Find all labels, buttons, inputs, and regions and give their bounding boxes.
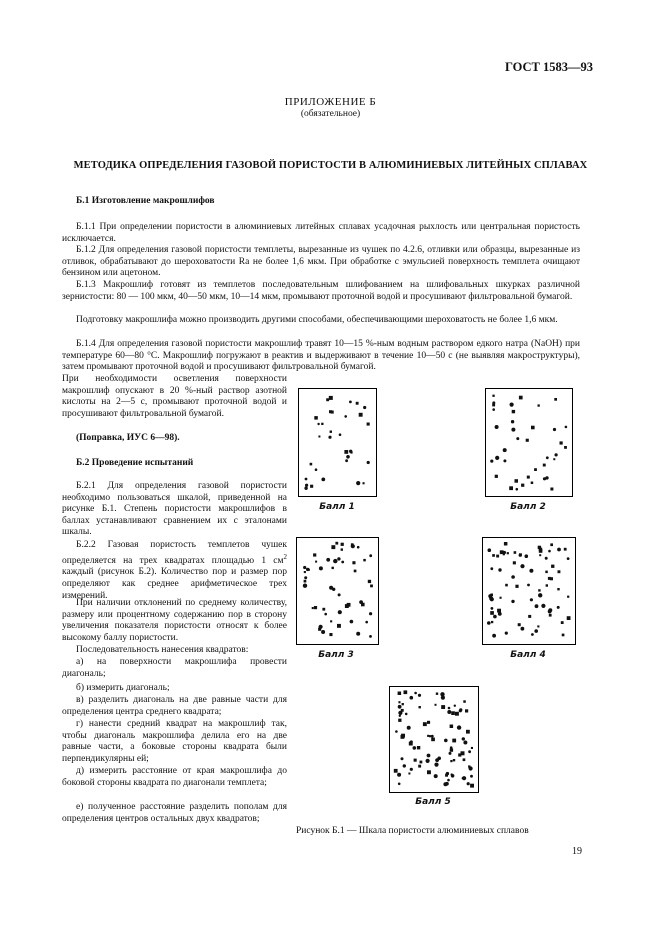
pore-mark <box>467 782 470 785</box>
pore-mark <box>526 439 529 442</box>
sample-label-3: Балл 3 <box>318 650 354 660</box>
pore-mark <box>520 564 524 568</box>
pore-mark <box>363 559 366 562</box>
pore-mark <box>550 488 553 491</box>
pore-mark <box>305 478 308 481</box>
pore-mark <box>303 584 307 588</box>
pore-mark <box>399 715 401 717</box>
paragraph-b14: Б.1.4 Для определения газовой пористости макрошлиф травят 10—15 %-ным водным раствором едкого натра (NaOH) при температуре 60—80 °С. Макрошлиф погружают в реактив и выдерживают в течение 10—50 с (не выявляя макроструктуры), затем промывают проточной водой и просушивают фильтровальной бумагой. <box>62 339 580 373</box>
pore-mark <box>326 558 330 562</box>
pore-mark <box>548 610 552 614</box>
pore-mark <box>535 604 539 608</box>
pore-mark <box>319 625 323 629</box>
pore-mark <box>322 608 325 611</box>
pore-mark <box>444 739 448 743</box>
pore-mark <box>462 776 466 780</box>
pore-mark <box>304 571 306 573</box>
pore-mark <box>509 486 513 490</box>
porosity-dots-3 <box>297 538 378 644</box>
porosity-dots-4 <box>483 538 575 644</box>
pore-mark <box>511 428 515 432</box>
pore-mark <box>553 458 555 460</box>
pore-mark <box>519 396 523 400</box>
pore-mark <box>333 559 337 563</box>
pore-mark <box>493 615 497 619</box>
pore-mark <box>408 773 410 775</box>
pore-mark <box>557 606 560 609</box>
pore-mark <box>561 621 564 624</box>
page-number: 19 <box>572 846 582 857</box>
pore-mark <box>398 711 402 715</box>
pore-mark <box>462 737 465 740</box>
pore-mark <box>503 551 506 554</box>
pore-mark <box>539 554 541 556</box>
pore-mark <box>492 401 495 404</box>
pore-mark <box>338 610 342 614</box>
pore-mark <box>423 722 427 726</box>
pore-mark <box>554 398 557 401</box>
pore-mark <box>303 566 306 569</box>
pore-mark <box>354 570 357 573</box>
pore-mark <box>346 455 350 459</box>
pore-mark <box>492 634 496 638</box>
pore-mark <box>407 726 411 730</box>
porosity-sample-4 <box>482 537 576 645</box>
pore-mark <box>450 760 452 762</box>
pore-mark <box>435 704 437 706</box>
pore-mark <box>357 546 360 549</box>
pore-mark <box>426 759 430 763</box>
paragraph-b22: Б.2.2 Газовая пористость темплетов чушек определяется на трех квадратах площадью 1 $см^2$ каждый (рисунок Б.2). Количество пор и размер пор определяют как среднее арифметическое трех измерений. <box>62 540 287 601</box>
sample-label-4: Балл 4 <box>510 650 546 660</box>
pore-mark <box>463 758 466 761</box>
pore-mark <box>537 625 539 627</box>
list-item-a: а) на поверхности макрошлифа провести диагональ; <box>62 657 287 679</box>
pore-mark <box>329 586 333 590</box>
pore-mark <box>468 750 471 753</box>
pore-mark <box>492 395 494 397</box>
list-item-e: е) полученное расстояние разделить пополам для определения центров остальных двух квадратов; <box>62 802 287 824</box>
pore-mark <box>419 706 421 708</box>
section-2-heading: Б.2 Проведение испытаний <box>76 458 194 468</box>
pore-mark <box>367 461 370 464</box>
pore-mark <box>369 554 372 557</box>
pore-mark <box>495 425 499 429</box>
pore-mark <box>527 584 530 587</box>
pore-mark <box>567 616 571 620</box>
pore-mark <box>369 635 372 638</box>
pore-mark <box>459 709 462 712</box>
pore-mark <box>555 453 558 456</box>
pore-mark <box>310 485 313 488</box>
pore-mark <box>337 624 341 628</box>
pore-mark <box>487 621 491 625</box>
pore-mark <box>418 694 421 697</box>
pore-mark <box>356 481 360 485</box>
list-item-b: б) измерить диагональ; <box>76 683 170 693</box>
pore-mark <box>491 607 494 610</box>
paragraph-b11: Б.1.1 При определении пористости в алюминиевых литейных сплавах усадочная рыхлость или центральная пористость исключается. <box>62 222 580 244</box>
pore-mark <box>504 542 508 546</box>
porosity-dots-2 <box>486 389 572 496</box>
pore-mark <box>519 554 522 557</box>
sample-label-1: Балл 1 <box>319 502 355 512</box>
pore-mark <box>557 588 559 590</box>
pore-mark <box>457 725 461 729</box>
pore-mark <box>335 542 338 545</box>
pore-mark <box>304 580 307 583</box>
pore-mark <box>470 784 474 788</box>
pore-mark <box>395 730 398 733</box>
pore-mark <box>398 692 402 696</box>
pore-mark <box>441 696 445 700</box>
pore-mark <box>434 763 438 767</box>
pore-mark <box>466 730 470 734</box>
paragraph-sequence-intro: Последовательность нанесения квадратов: <box>76 645 249 655</box>
pore-mark <box>516 488 519 491</box>
pore-mark <box>349 401 352 404</box>
pore-mark <box>451 773 453 775</box>
pore-mark <box>492 554 495 557</box>
pore-mark <box>317 423 319 425</box>
pore-mark <box>397 773 401 777</box>
pore-mark <box>414 692 417 695</box>
pore-mark <box>414 759 417 762</box>
pore-mark <box>337 557 340 560</box>
pore-mark <box>550 577 553 580</box>
porosity-sample-5 <box>389 686 479 793</box>
pore-mark <box>453 759 455 761</box>
pore-mark <box>465 709 468 712</box>
pore-mark <box>514 551 517 554</box>
pore-mark <box>565 426 568 429</box>
pore-mark <box>528 615 531 618</box>
pore-mark <box>452 739 456 743</box>
pore-mark <box>471 747 473 749</box>
pore-mark <box>344 415 347 418</box>
pore-mark <box>539 548 542 551</box>
amendment-note: (Поправка, ИУС 6—98). <box>76 433 180 443</box>
list-item-g: г) нанести средний квадрат на макрошлиф так, чтобы диагональ макрошлифа делила его на две равные части, а боковые стороны квадрата были перпендикулярны ей; <box>62 719 287 764</box>
pore-mark <box>314 606 317 609</box>
pore-mark <box>339 433 342 436</box>
pore-mark <box>515 479 519 483</box>
pore-mark <box>495 475 498 478</box>
pore-mark <box>560 441 563 444</box>
pore-mark <box>447 779 450 782</box>
pore-mark <box>490 611 494 615</box>
pore-mark <box>534 629 538 633</box>
pore-mark <box>330 431 332 433</box>
pore-mark <box>498 568 501 571</box>
pore-mark <box>304 576 307 579</box>
pore-mark <box>351 544 355 548</box>
pore-mark <box>324 613 327 616</box>
pore-mark <box>557 548 561 552</box>
pore-mark <box>451 711 455 715</box>
pore-mark <box>447 710 451 714</box>
pore-mark <box>545 571 548 574</box>
pore-mark <box>410 768 413 771</box>
pore-mark <box>567 557 570 560</box>
pore-mark <box>507 552 509 554</box>
pore-mark <box>463 700 466 703</box>
pore-mark <box>321 423 323 425</box>
pore-mark <box>545 557 548 560</box>
pore-mark <box>525 554 529 558</box>
pore-mark <box>530 598 533 601</box>
pore-mark <box>398 783 401 786</box>
porosity-sample-1 <box>298 388 377 497</box>
pore-mark <box>330 620 332 622</box>
document-code: ГОСТ 1583—93 <box>504 60 593 74</box>
pore-mark <box>445 782 449 786</box>
pore-mark <box>500 597 502 599</box>
main-title: МЕТОДИКА ОПРЕДЕЛЕНИЯ ГАЗОВОЙ ПОРИСТОСТИ В АЛЮМИНИЕВЫХ ЛИТЕЙНЫХ СПЛАВАХ <box>73 160 588 171</box>
pore-mark <box>359 600 363 604</box>
pore-mark <box>401 735 405 739</box>
pore-mark <box>315 468 318 471</box>
section-1-heading: Б.1 Изготовление макрошлифов <box>76 196 215 206</box>
pore-mark <box>538 404 540 406</box>
pore-mark <box>538 593 542 597</box>
porosity-dots-5 <box>390 687 478 792</box>
pore-mark <box>350 620 354 624</box>
pore-mark <box>516 437 519 440</box>
pore-mark <box>538 589 540 591</box>
pore-mark <box>511 575 515 579</box>
pore-mark <box>521 484 524 487</box>
pore-mark <box>305 484 308 487</box>
pore-mark <box>450 748 453 751</box>
pore-mark <box>332 567 334 569</box>
pore-mark <box>319 566 323 570</box>
list-item-d: д) измерить расстояние от края макрошлифа до боковой стороны квадрата по диагонали темплета; <box>62 766 287 788</box>
pore-mark <box>567 596 569 598</box>
pore-mark <box>427 721 430 724</box>
pore-mark <box>363 406 366 409</box>
pore-mark <box>449 752 452 755</box>
pore-mark <box>448 707 451 710</box>
pore-mark <box>512 410 515 413</box>
pore-mark <box>331 545 335 549</box>
pore-mark <box>410 696 414 700</box>
pore-mark <box>398 705 402 709</box>
pore-mark <box>331 411 334 414</box>
pore-mark <box>529 569 533 573</box>
pore-mark <box>543 464 546 467</box>
pore-mark <box>431 735 434 738</box>
pore-mark <box>468 765 470 767</box>
pore-mark <box>420 761 423 764</box>
pore-mark <box>341 548 343 550</box>
pore-mark <box>329 633 332 636</box>
pore-mark <box>304 487 307 490</box>
pore-mark <box>505 584 508 587</box>
pore-mark <box>328 436 331 439</box>
pore-mark <box>345 459 348 462</box>
pore-mark <box>496 555 499 558</box>
pore-mark <box>315 561 317 563</box>
pore-mark <box>410 740 413 743</box>
pore-mark <box>518 623 521 626</box>
pore-mark <box>313 553 316 556</box>
pore-mark <box>461 751 465 755</box>
pore-mark <box>445 774 448 777</box>
pore-mark <box>417 746 420 749</box>
pore-mark <box>450 725 454 729</box>
pore-mark <box>534 468 537 471</box>
pore-mark <box>352 561 355 564</box>
appendix-title: ПРИЛОЖЕНИЕ Б <box>284 96 377 108</box>
pore-mark <box>548 550 551 553</box>
pore-mark <box>402 703 404 705</box>
pore-mark <box>495 456 499 460</box>
appendix-status: (обязательное) <box>300 109 361 119</box>
pore-mark <box>321 478 325 482</box>
pore-mark <box>546 456 549 459</box>
pore-mark <box>398 701 400 703</box>
paragraph-b13: Б.1.3 Макрошлиф готовят из темплетов последовательным шлифованием на шлифовальных шкурках различной зернистости: 80 — 100 мкм, 40—50 мкм, 10—14 мкм, промывают проточной водой и просушивают фильтровальной бумагой. <box>62 280 580 302</box>
pore-mark <box>441 705 445 709</box>
pore-mark <box>401 757 404 760</box>
pore-mark <box>549 614 552 617</box>
pore-mark <box>521 627 525 631</box>
pore-mark <box>349 450 352 453</box>
sample-label-2: Балл 2 <box>510 502 546 512</box>
pore-mark <box>427 754 431 758</box>
pore-mark <box>427 770 431 774</box>
pore-mark <box>312 607 314 609</box>
pore-mark <box>543 477 546 480</box>
pore-mark <box>318 436 320 438</box>
pore-mark <box>365 621 368 624</box>
pore-mark <box>553 428 556 431</box>
paragraph-b21: Б.2.1 Для определения газовой пористости необходимо пользоваться шкалой, приведенной на рисунке Б.1. Степень пористости макрошлифов в баллах устанавливают сравнением их с эталонами шкалы. <box>62 481 287 538</box>
pore-mark <box>490 460 493 463</box>
pore-mark <box>434 774 438 778</box>
pore-mark <box>356 402 359 405</box>
paragraph-b14-continued: При необходимости осветления поверхности макрошлиф опускают в 20 %-ный раствор азотной кислоты на 2—5 с, промывают проточной водой и просушивают фильтровальной бумагой. <box>62 374 287 419</box>
pore-mark <box>341 543 344 546</box>
pore-mark <box>511 600 514 603</box>
pore-mark <box>431 738 435 742</box>
pore-mark <box>531 426 535 430</box>
porosity-sample-3 <box>296 537 379 645</box>
pore-mark <box>344 450 348 454</box>
pore-mark <box>367 423 370 426</box>
pore-mark <box>306 568 309 571</box>
pore-mark <box>510 403 514 407</box>
pore-mark <box>326 398 329 401</box>
pore-mark <box>497 609 501 613</box>
pore-mark <box>413 746 417 750</box>
pore-mark <box>489 597 493 601</box>
pore-mark <box>550 543 553 546</box>
pore-mark <box>454 705 456 707</box>
pore-mark <box>488 548 492 552</box>
list-item-v: в) разделить диагональ на две равные части для определения центра среднего квадрата; <box>62 695 287 717</box>
pore-mark <box>427 735 429 737</box>
pore-mark <box>546 584 548 586</box>
pore-mark <box>531 482 534 485</box>
pore-mark <box>531 633 534 636</box>
pore-mark <box>503 459 506 462</box>
porosity-sample-2 <box>485 388 573 497</box>
pore-mark <box>314 416 318 420</box>
pore-mark <box>527 476 530 479</box>
pore-mark <box>490 567 493 570</box>
pore-mark <box>564 548 567 551</box>
pore-mark <box>370 585 373 588</box>
pore-mark <box>363 482 365 484</box>
pore-mark <box>505 632 508 635</box>
paragraph-b13-note: Подготовку макрошлифа можно производить другими способами, обеспечивающими шероховатость не более 1,6 мкм. <box>76 315 558 325</box>
pore-mark <box>347 603 351 607</box>
pore-mark <box>369 612 372 615</box>
pore-mark <box>463 741 467 745</box>
pore-mark <box>329 396 333 400</box>
pore-mark <box>404 690 408 694</box>
pore-mark <box>503 448 507 452</box>
pore-mark <box>356 632 360 636</box>
pore-mark <box>564 446 567 449</box>
sample-label-5: Балл 5 <box>415 797 451 807</box>
pore-mark <box>437 757 441 761</box>
pore-mark <box>455 712 459 716</box>
pore-mark <box>541 604 545 608</box>
pore-mark <box>551 565 554 568</box>
pore-mark <box>491 621 493 623</box>
pore-mark <box>341 561 344 564</box>
paragraph-b12: Б.1.2 Для определения газовой пористости темплеты, вырезанные из чушек по 4.2.6, отливки или образцы, вырезанные из отливок, обрабатывают до шероховатости Ra не более 1,6 мкм. При обработке с эмульсией поверхность темплета очищают бензином или ацетоном. <box>62 245 580 279</box>
pore-mark <box>398 719 401 722</box>
pore-mark <box>418 765 421 768</box>
pore-mark <box>403 764 406 767</box>
pore-mark <box>321 630 325 634</box>
pore-mark <box>368 580 371 583</box>
pore-mark <box>429 735 431 737</box>
pore-mark <box>511 420 514 423</box>
pore-mark <box>436 693 438 695</box>
pore-mark <box>359 413 363 417</box>
pore-mark <box>394 769 398 773</box>
pore-mark <box>562 634 565 637</box>
pore-mark <box>310 463 313 466</box>
pore-mark <box>492 408 495 411</box>
pore-mark <box>513 561 516 564</box>
figure-caption: Рисунок Б.1 — Шкала пористости алюминиевых сплавов <box>296 826 529 836</box>
pore-mark <box>405 713 408 716</box>
pore-mark <box>515 585 518 588</box>
pore-mark <box>470 775 473 778</box>
porosity-dots-1 <box>299 389 376 496</box>
paragraph-b22-deviation: При наличии отклонений по среднему количеству, размеру или процентному содержанию пор в сторону увеличения показателя пористости относят к более высокому баллу пористости. <box>62 598 287 643</box>
pore-mark <box>338 593 341 596</box>
pore-mark <box>558 570 561 573</box>
